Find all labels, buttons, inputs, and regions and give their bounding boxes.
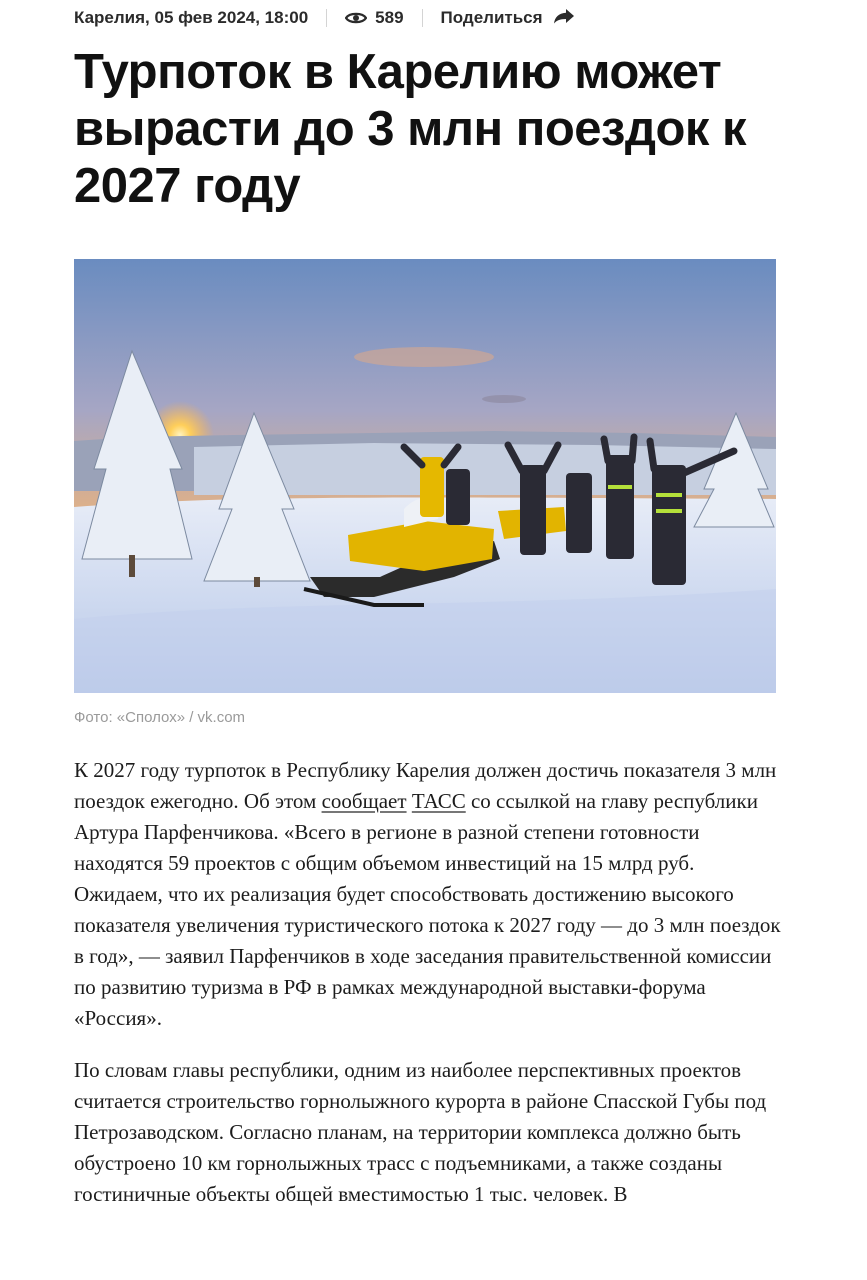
article-paragraph: По словам главы республики, одним из наиболее перспективных проектов считается строительство горнолыжного курорта в районе Спасской Губы под Петрозаводском. Согласно планам, на территории комплекса должно быть обустроено 10 км горнолыжных трасс с подъемниками, а также созданы гостиничные объекты общей вместимостью 1 тыс. человек. В [74, 1058, 767, 1206]
meta-divider [326, 9, 327, 27]
eye-icon [345, 11, 367, 25]
location-date: Карелия, 05 фев 2024, 18:00 [74, 8, 309, 27]
share-label: Поделиться [440, 8, 543, 27]
article-paragraph [74, 755, 784, 1034]
article-headline: Турпоток в Карелию может вырасти до 3 млн поездок к 2027 году [74, 45, 747, 213]
source-link-tass[interactable]: ТАСС [411, 789, 466, 813]
article-meta-bar [74, 6, 575, 30]
views-counter [345, 8, 403, 28]
views-count: 589 [375, 8, 404, 27]
paragraph-text: со ссылкой на главу республики Артура Парфенчикова. «Всего в регионе в разной степени готовности находятся 59 проектов с общим объемом инвестиций на 15 млрд руб. Ожидаем, что их реализация будет способствовать достижению высокого показателя увеличения туристического потока к 2027 году — до 3 млн поездок в год», — заявил Парфенчиков в ходе заседания правительственной комиссии по развитию туризма в РФ в рамках международной выставки-форума «Россия». [74, 789, 781, 1030]
article-body [74, 755, 784, 1231]
photo-caption: Фото: «Сполох» / vk.com [74, 709, 246, 726]
share-button[interactable] [441, 8, 575, 29]
share-arrow-icon [553, 8, 575, 29]
source-link-reports[interactable]: сообщает [321, 789, 407, 813]
article-photo [74, 259, 776, 693]
paragraph-text: К 2027 году турпоток в Республику Карелия должен достичь показателя 3 млн поездок ежегодно. Об этом [74, 758, 777, 813]
meta-divider [422, 9, 423, 27]
